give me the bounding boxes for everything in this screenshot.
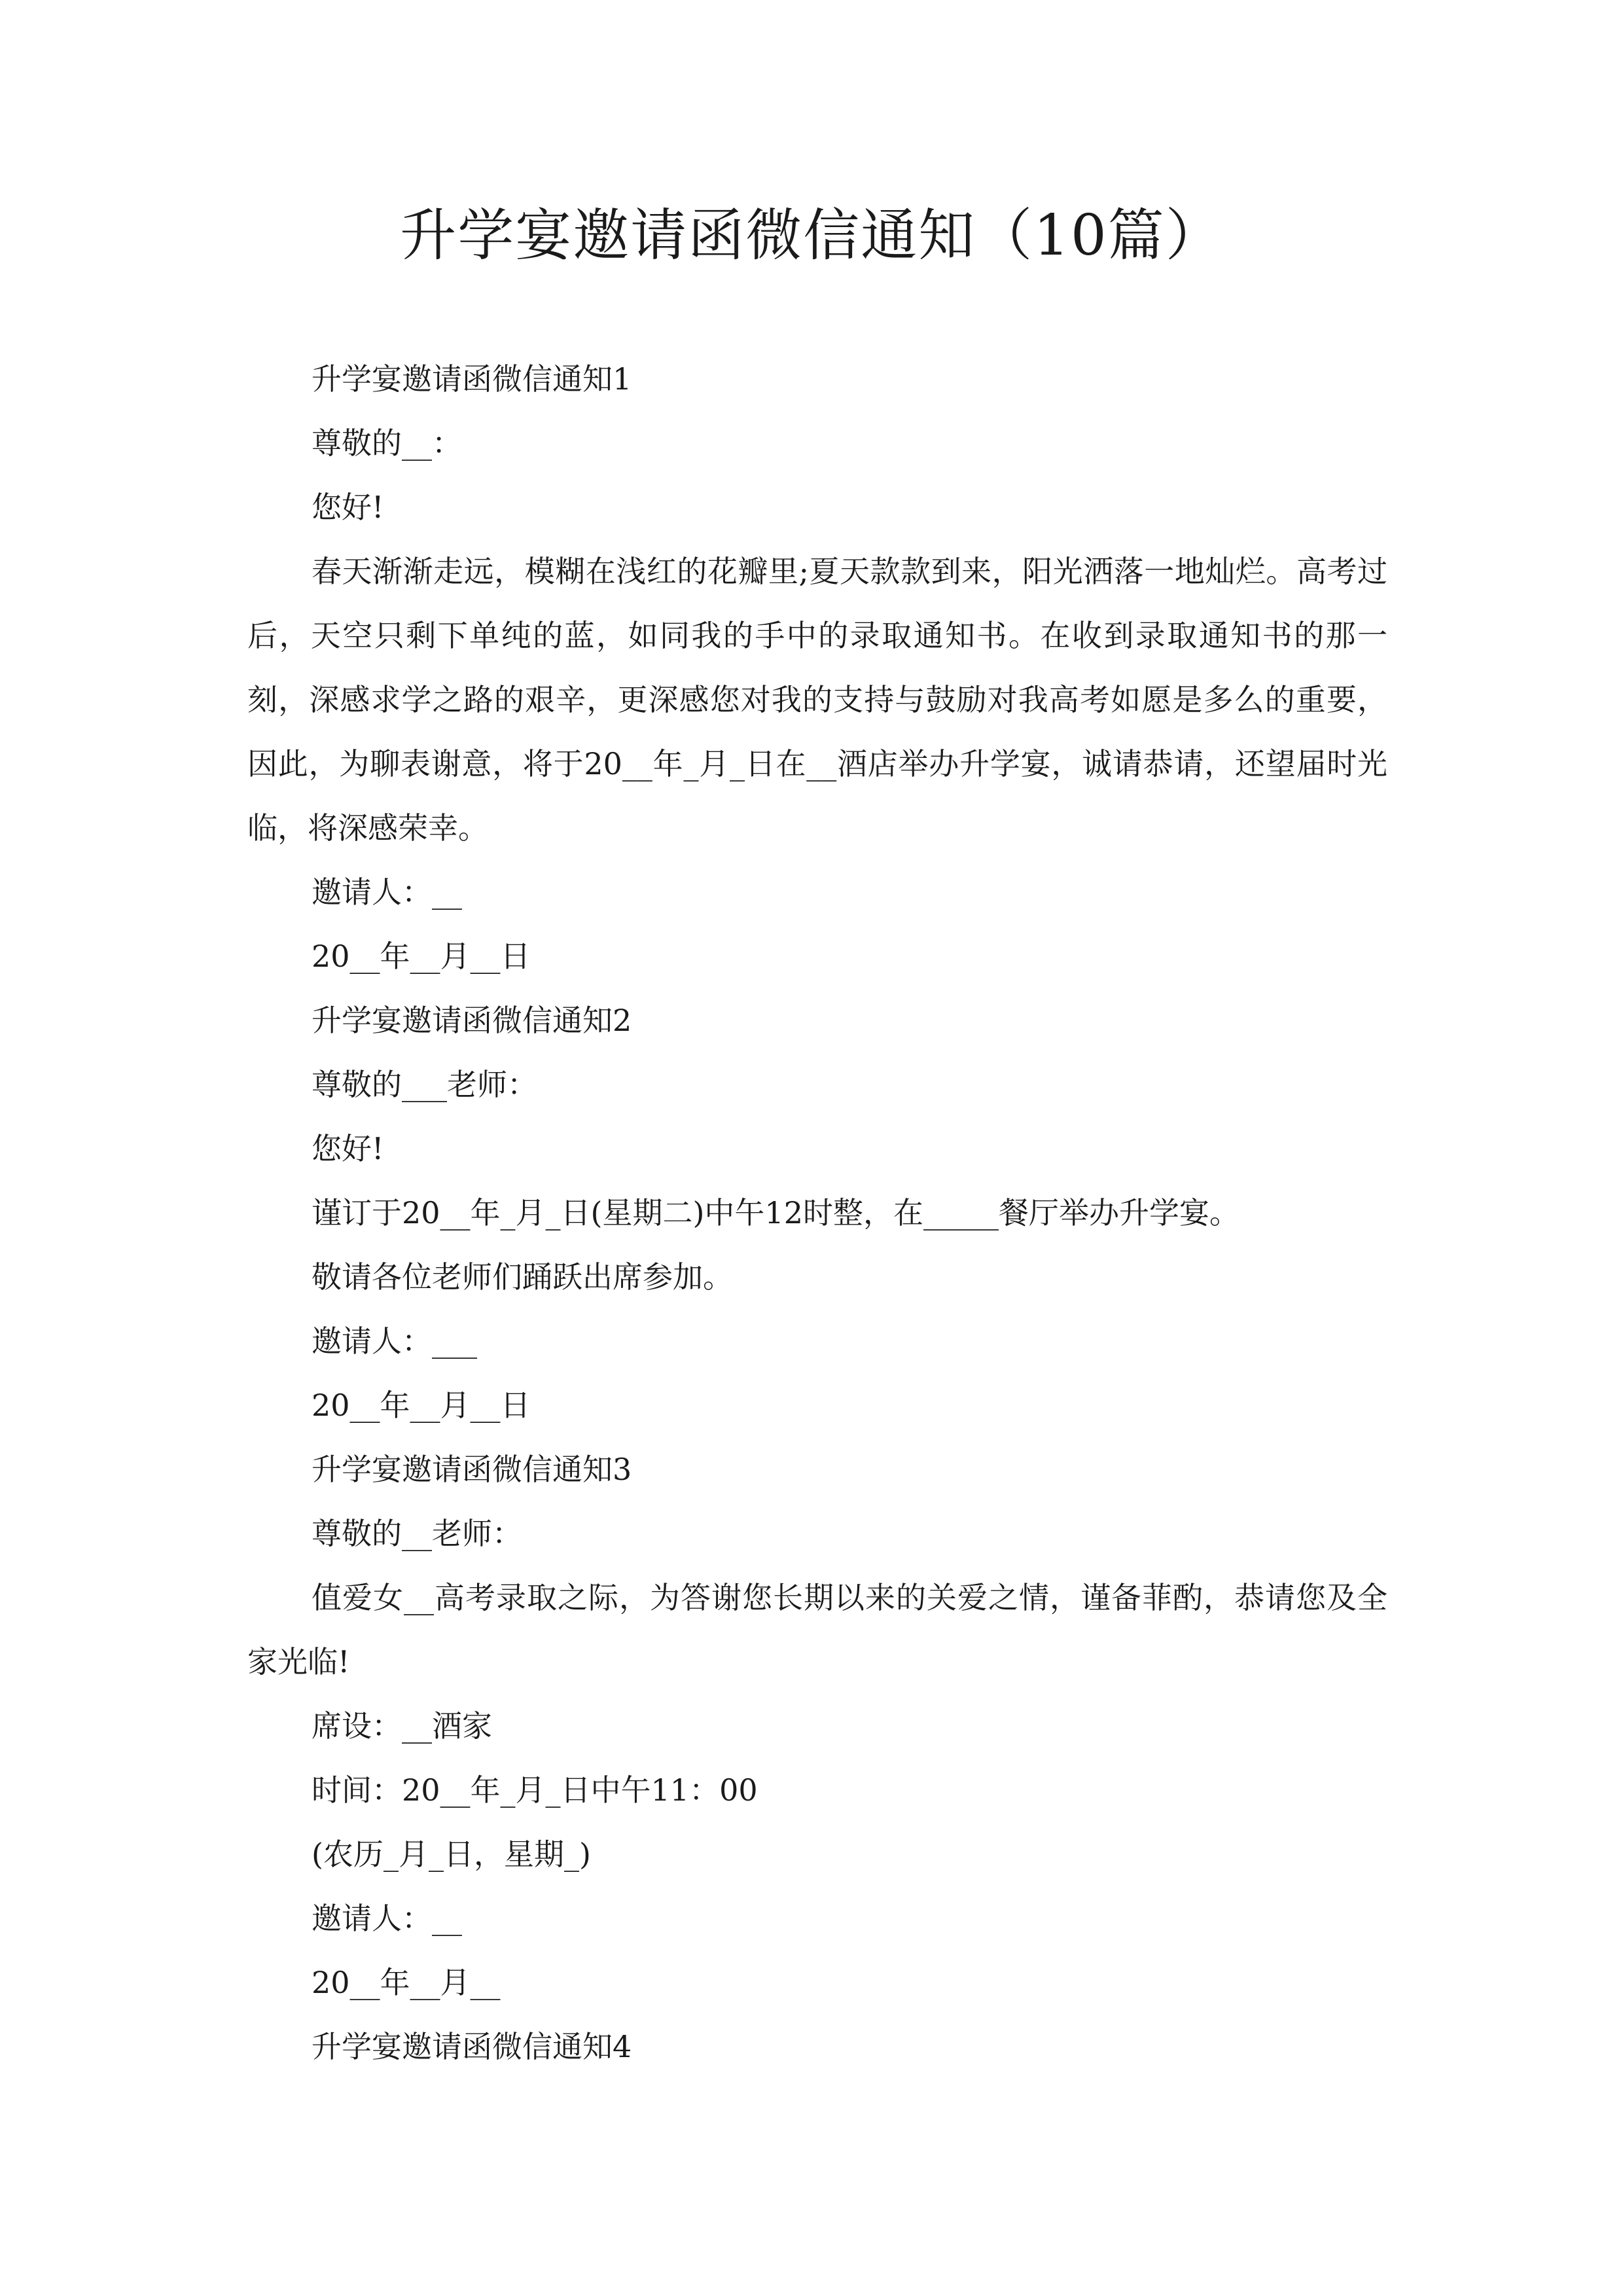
date-line: 20__年__月__ bbox=[312, 1965, 501, 2000]
time-line: 时间：20__年_月_日中午11：00 bbox=[312, 1772, 758, 1808]
inviter-line: 邀请人：__ bbox=[312, 874, 462, 910]
section-heading: 升学宴邀请函微信通知3 bbox=[312, 1452, 632, 1487]
date-line: 20__年__月__日 bbox=[312, 939, 531, 974]
inviter-line: 邀请人：__ bbox=[312, 1901, 462, 1936]
section-heading: 升学宴邀请函微信通知4 bbox=[312, 2029, 632, 2064]
section-heading: 升学宴邀请函微信通知1 bbox=[312, 361, 632, 397]
greeting: 您好! bbox=[312, 1131, 384, 1166]
body-line: 谨订于20__年_月_日(星期二)中午12时整，在_____餐厅举办升学宴。 bbox=[312, 1195, 1240, 1230]
document-body bbox=[247, 347, 1387, 2079]
salutation: 尊敬的___老师： bbox=[312, 1067, 537, 1102]
document-title: 升学宴邀请函微信通知（10篇） bbox=[400, 203, 1223, 268]
venue-line: 席设：__酒家 bbox=[312, 1708, 492, 1744]
lunar-date-line: (农历_月_日，星期_) bbox=[312, 1837, 591, 1872]
body-paragraph: 春天渐渐走远，模糊在浅红的花瓣里;夏天款款到来，阳光洒落一地灿烂。高考过后，天空只剩下单纯的蓝，如同我的手中的录取通知书。在收到录取通知书的那一刻，深感求学之路的艰辛，更深感您对我的支持与鼓励对我高考如愿是多么的重要，因此，为聊表谢意，将于20__年_月_日在__酒店举办升学宴，诚请恭请，还望届时光临，将深感荣幸。 bbox=[247, 554, 1387, 846]
greeting: 您好! bbox=[312, 490, 384, 525]
inviter-line: 邀请人：___ bbox=[312, 1323, 477, 1359]
section-heading: 升学宴邀请函微信通知2 bbox=[312, 1003, 632, 1038]
date-line: 20__年__月__日 bbox=[312, 1388, 531, 1423]
body-paragraph: 值爱女__高考录取之际，为答谢您长期以来的关爱之情，谨备菲酌，恭请您及全家光临! bbox=[247, 1580, 1387, 1679]
salutation: 尊敬的__： bbox=[312, 425, 462, 461]
body-line: 敬请各位老师们踊跃出席参加。 bbox=[312, 1259, 733, 1295]
salutation: 尊敬的__老师： bbox=[312, 1516, 522, 1551]
